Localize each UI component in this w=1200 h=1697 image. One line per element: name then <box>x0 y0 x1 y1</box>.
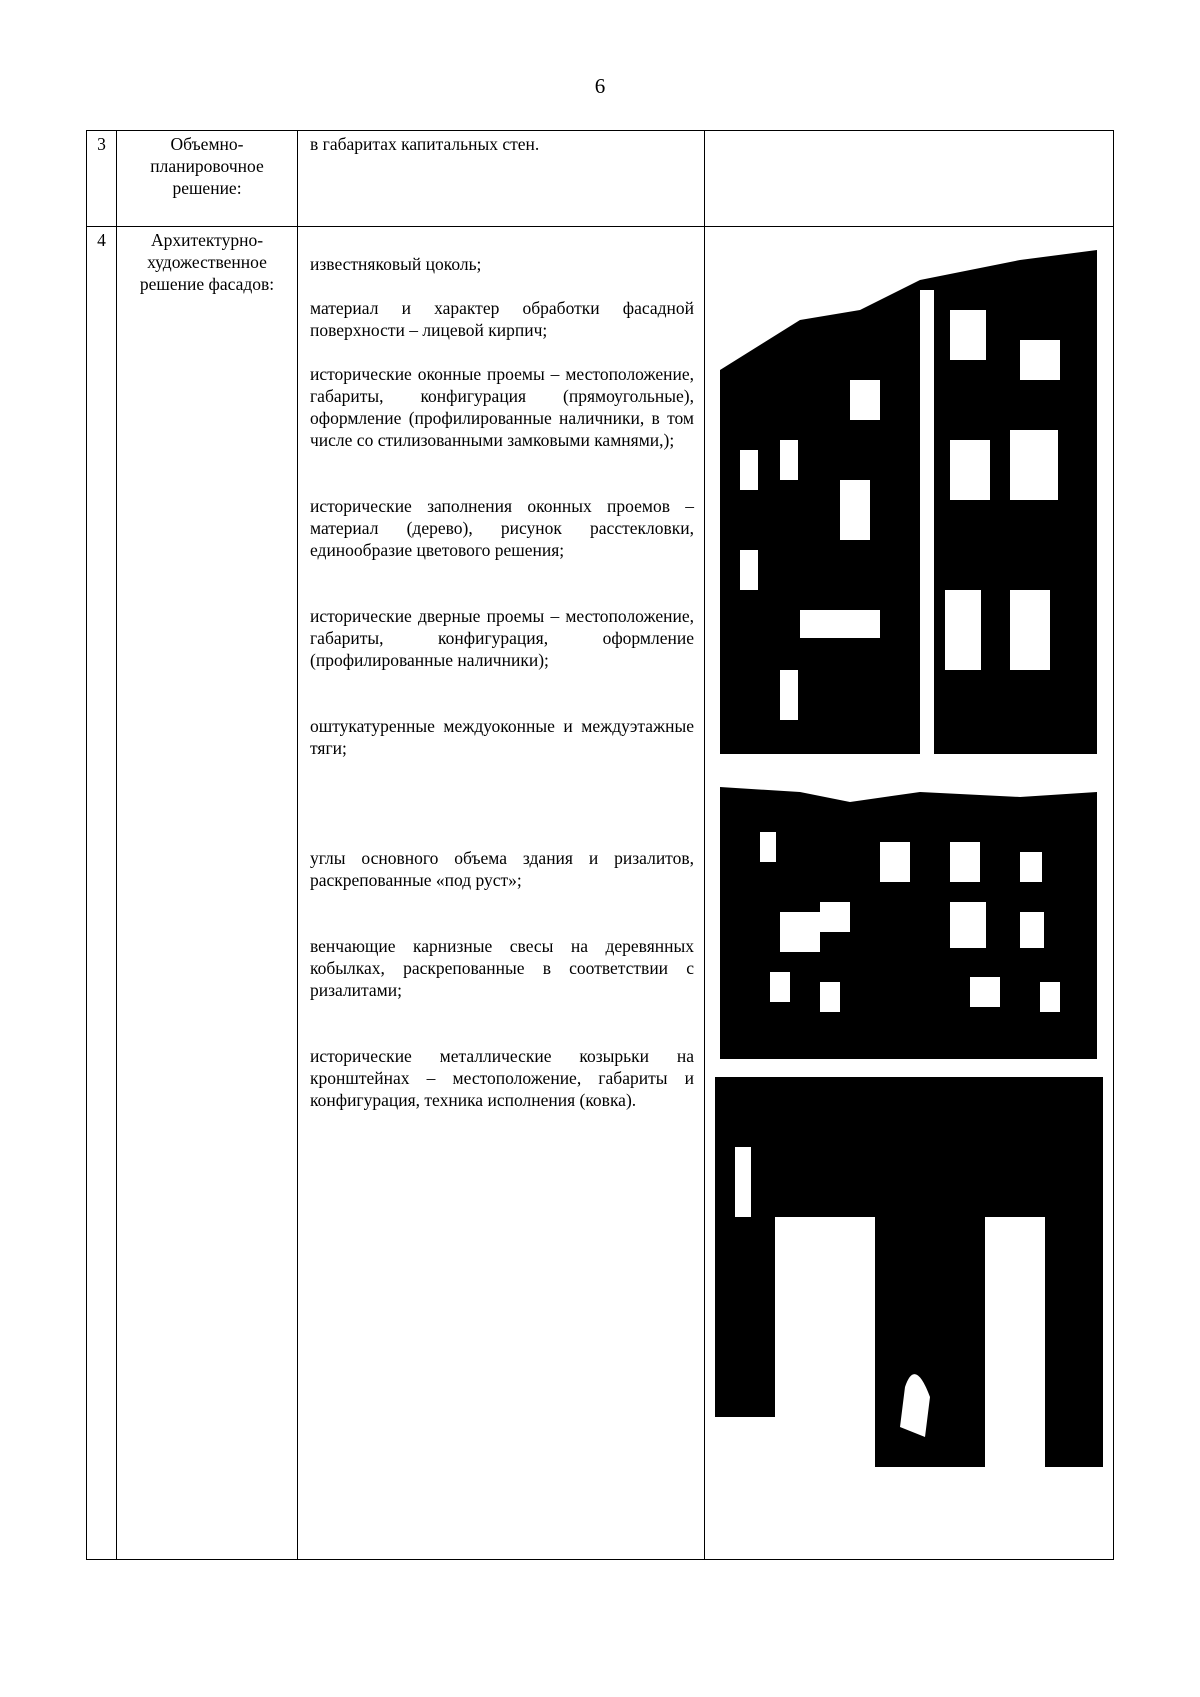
description-item: материал и характер обработки фасадной поверхности – лицевой кирпич; <box>310 298 694 340</box>
description-item: углы основного объема здания и ризалитов, раскрепованные «под руст»; <box>310 848 694 890</box>
description-item: венчающие карнизные свесы на деревянных кобылках, раскрепованные в соответствии с ризалитами; <box>310 936 694 1000</box>
row-title-text: Объемно- планировочное решение: <box>150 134 264 198</box>
row-description <box>298 131 705 227</box>
description-item: известняковый цоколь; <box>310 254 482 274</box>
description-item: в габаритах капитальных стен. <box>310 134 540 154</box>
description-item: оштукатуренные междуоконные и междуэтажные тяги; <box>310 716 694 758</box>
description-item: исторические оконные проемы – местоположение, габариты, конфигурация (прямоугольные), оформление (профилированные наличники, в том числе со стилизованными замковыми камнями,); <box>310 364 694 450</box>
row-title <box>117 131 298 227</box>
row-title <box>117 227 298 1560</box>
description-item: исторические заполнения оконных проемов – материал (дерево), рисунок расстекловки, единообразие цветового решения; <box>310 496 694 560</box>
protected-features-table <box>86 130 1114 1560</box>
photo-cell <box>705 227 1114 1560</box>
table-row <box>87 131 1114 227</box>
description-item: исторические дверные проемы – местоположение, габариты, конфигурация, оформление (профилированные наличники); <box>310 606 694 670</box>
facade-photo-3 <box>715 1077 1103 1507</box>
facade-photo-2 <box>720 772 1097 1059</box>
photo-cell <box>705 131 1114 227</box>
row-number: 3 <box>87 131 117 227</box>
row-title-text: Архитектурно- художественное решение фасадов: <box>139 230 275 294</box>
row-number: 4 <box>87 227 117 1560</box>
row-description <box>298 227 705 1560</box>
facade-photo-1 <box>720 250 1097 754</box>
description-item: исторические металлические козырьки на кронштейнах – местоположение, габариты и конфигурация, техника исполнения (ковка). <box>310 1046 694 1110</box>
page-number: 6 <box>594 74 606 98</box>
table-row <box>87 227 1114 1560</box>
